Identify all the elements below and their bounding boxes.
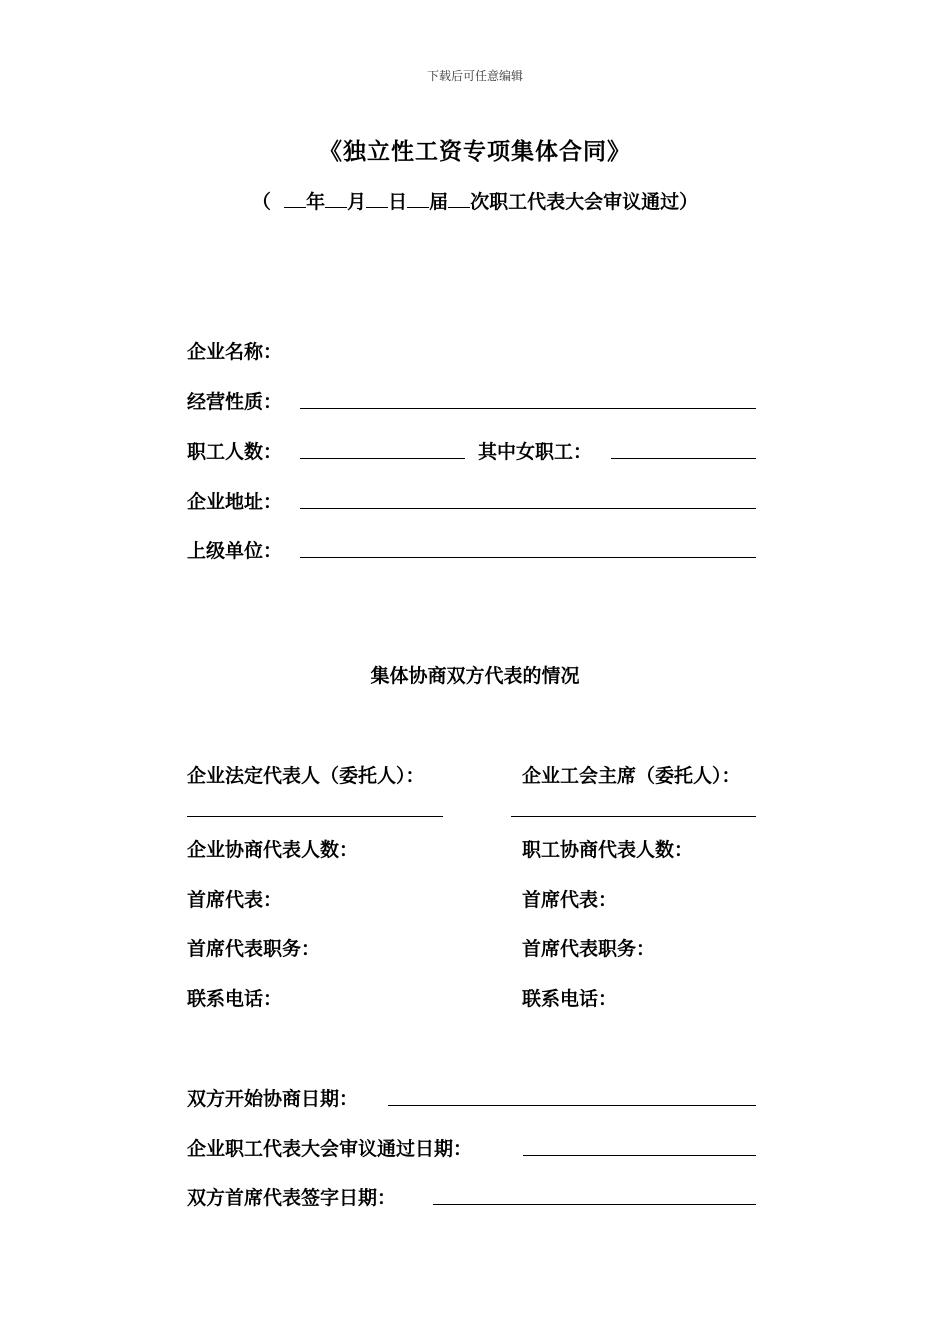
approval-date-field[interactable] <box>523 1155 756 1156</box>
meeting-number-blank[interactable] <box>448 189 470 208</box>
company-name-label: 企业名称： <box>187 341 283 363</box>
day-blank[interactable] <box>366 189 388 208</box>
sign-date-label: 双方首席代表签字日期： <box>187 1187 397 1209</box>
company-chief-rep-label: 首席代表： <box>187 889 283 911</box>
company-address-field[interactable] <box>300 508 756 509</box>
union-chair-field[interactable] <box>511 816 756 817</box>
subtitle-month: 月 <box>347 191 367 213</box>
subtitle-open-paren: （ <box>251 191 271 213</box>
staff-chief-position-label: 首席代表职务： <box>522 938 656 960</box>
negotiation-start-label: 双方开始协商日期： <box>187 1088 359 1110</box>
subtitle-day: 日 <box>388 191 408 213</box>
subtitle-rest: 次职工代表大会审议通过） <box>470 191 699 213</box>
superior-unit-field[interactable] <box>300 557 756 558</box>
document-title: 《独立性工资专项集体合同》 <box>319 138 631 165</box>
staff-rep-count-label: 职工协商代表人数： <box>522 839 694 861</box>
female-staff-label: 其中女职工： <box>478 441 593 463</box>
legal-rep-field[interactable] <box>187 816 443 817</box>
section-title: 集体协商双方代表的情况 <box>370 665 580 687</box>
business-nature-label: 经营性质： <box>187 391 283 413</box>
company-phone-label: 联系电话： <box>187 988 283 1010</box>
company-rep-count-label: 企业协商代表人数： <box>187 839 359 861</box>
company-chief-position-label: 首席代表职务： <box>187 938 321 960</box>
document-subtitle <box>0 187 950 214</box>
negotiation-start-field[interactable] <box>388 1105 756 1106</box>
female-staff-field[interactable] <box>611 458 756 459</box>
staff-count-label: 职工人数： <box>187 441 283 463</box>
subtitle-session: 届 <box>429 191 449 213</box>
month-blank[interactable] <box>325 189 347 208</box>
company-address-label: 企业地址： <box>187 491 283 513</box>
header-note: 下载后可任意编辑 <box>426 69 523 83</box>
superior-unit-label: 上级单位： <box>187 540 283 562</box>
year-blank[interactable] <box>284 189 306 208</box>
staff-count-field[interactable] <box>300 458 465 459</box>
legal-rep-label: 企业法定代表人（委托人）： <box>187 765 425 787</box>
staff-phone-label: 联系电话： <box>522 988 618 1010</box>
business-nature-field[interactable] <box>300 408 756 409</box>
approval-date-label: 企业职工代表大会审议通过日期： <box>187 1138 473 1160</box>
staff-chief-rep-label: 首席代表： <box>522 889 618 911</box>
sign-date-field[interactable] <box>433 1204 756 1205</box>
union-chair-label: 企业工会主席（委托人）： <box>522 765 741 787</box>
subtitle-year: 年 <box>306 191 326 213</box>
session-blank[interactable] <box>407 189 429 208</box>
